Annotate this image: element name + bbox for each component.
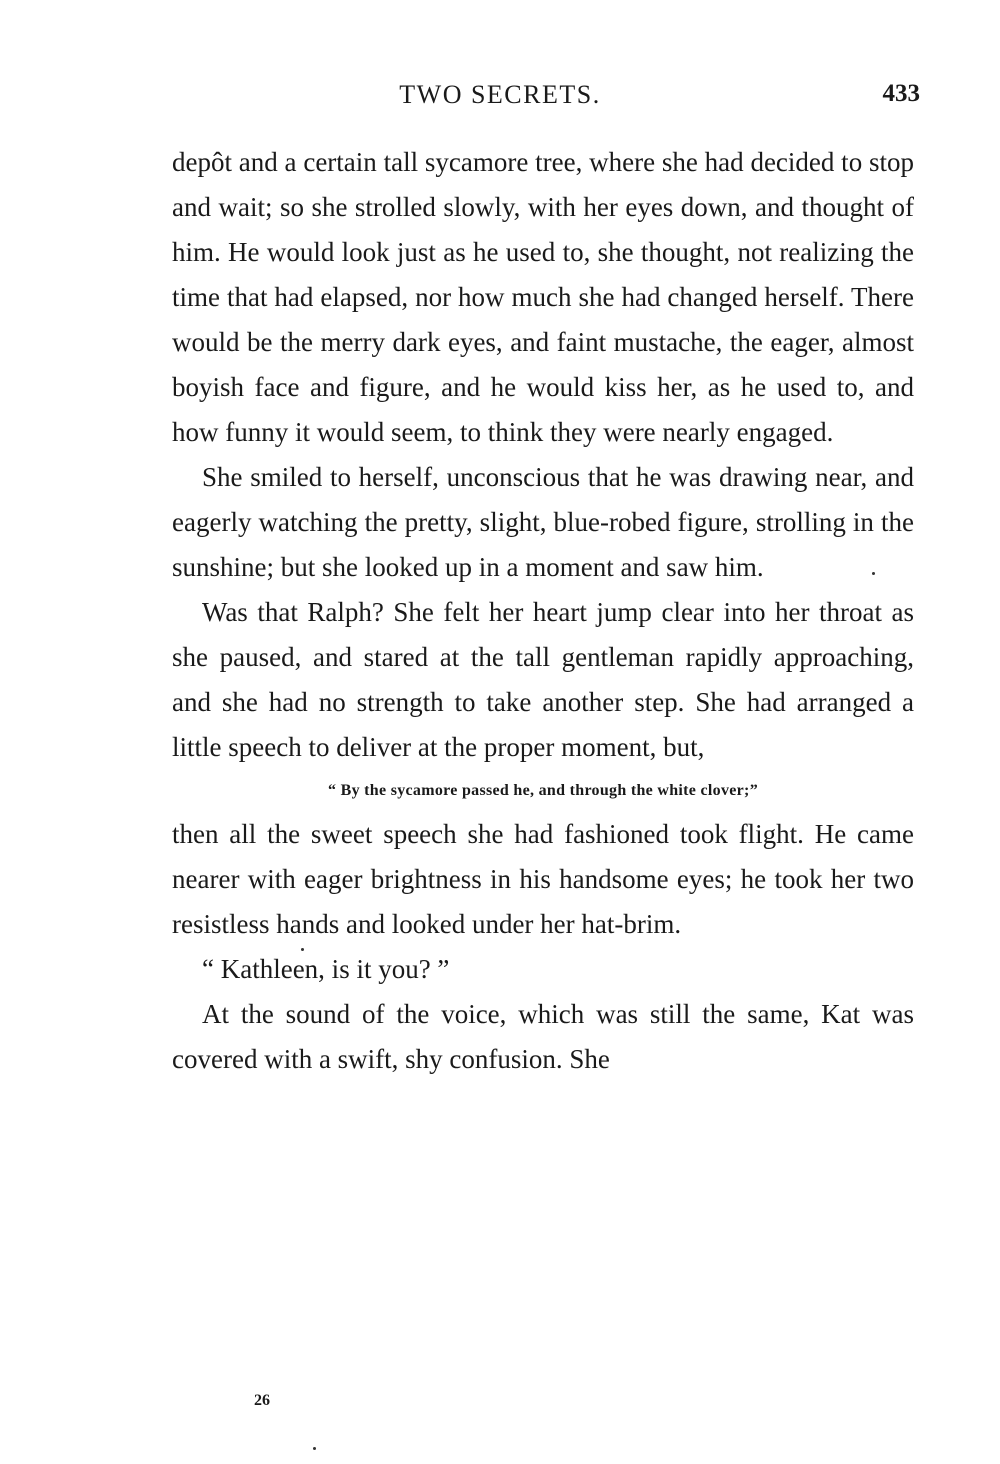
running-title: TWO SECRETS. — [399, 80, 601, 109]
paragraph: then all the sweet speech she had fashioned took flight. He came nearer with eager brightness in his handsome eyes; he took her two resistless hands and looked under her hat-brim. — [172, 819, 914, 939]
paragraph: depôt and a certain tall sycamore tree, where she had decided to stop and wait; so she strolled slowly, with her eyes down, and thought of him. He would look just as he used to, she thought, not realizing the time that had elapsed, nor how much she had changed herself. There would be the merry dark eyes, and faint mustache, the eager, almost boyish face and figure, and he would kiss her, as he used to, and how funny it would seem, to think they were nearly engaged. — [172, 147, 914, 447]
paper-speck — [301, 948, 304, 951]
printer-signature-mark: 26 — [254, 1392, 270, 1409]
paper-speck — [313, 1447, 316, 1450]
page-number: 433 — [882, 80, 920, 107]
dialogue-line: “ Kathleen, is it you? ” — [202, 954, 450, 984]
page-header — [0, 74, 1000, 114]
paragraph: Was that Ralph? She felt her heart jump clear into her throat as she paused, and stared at the tall gentleman rapidly approaching, and she had no strength to take another step. She had arranged a little speech to deliver at the proper moment, but, — [172, 597, 914, 762]
body-text — [172, 140, 914, 1082]
paragraph: She smiled to herself, unconscious that he was drawing near, and eagerly watching the pretty, slight, blue-robed figure, strolling in the sunshine; but she looked up in a moment and saw him. — [172, 462, 914, 582]
quoted-verse: “ By the sycamore passed he, and through the white clover;” — [328, 782, 758, 799]
paper-speck — [872, 572, 875, 575]
paragraph: At the sound of the voice, which was still the same, Kat was covered with a swift, shy confusion. She — [172, 999, 914, 1074]
